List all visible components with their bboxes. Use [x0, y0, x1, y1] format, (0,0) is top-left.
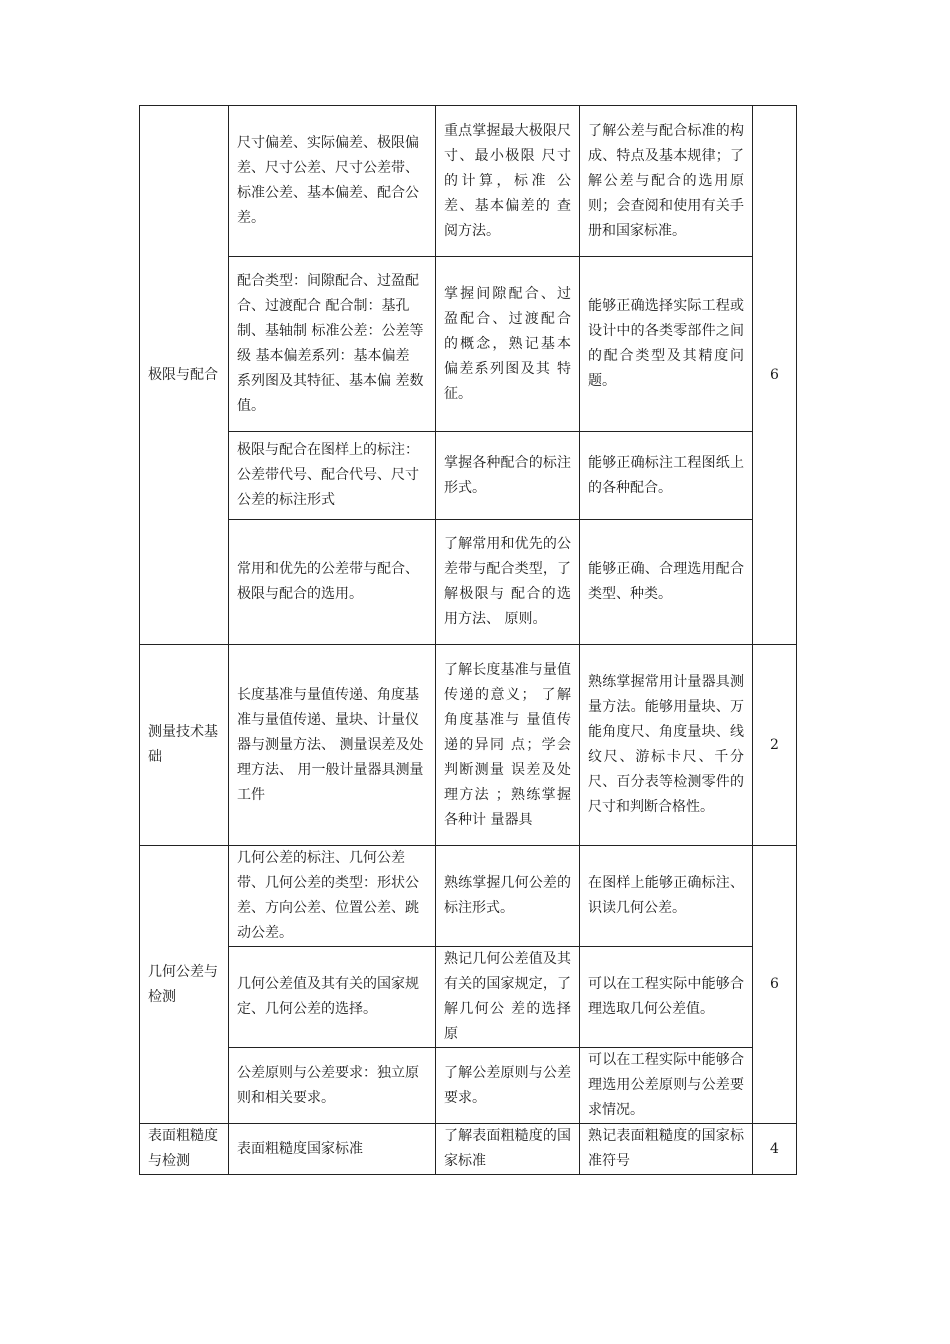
- ability-text: 能够正确、合理选用配合类型、种类。: [588, 561, 744, 602]
- requirement-cell: [436, 1048, 580, 1124]
- content-cell: [229, 106, 436, 257]
- content-cell: [229, 1048, 436, 1124]
- table-row: [140, 432, 797, 520]
- requirement-text: 了解常用和优先的公差带与配合类型，了解极限与 配合的选用方法、 原则。: [444, 536, 571, 627]
- ability-text: 能够正确选择实际工程或设计中的各类零部件之间的配合类型及其精度问题。: [588, 298, 744, 389]
- content-text: 公差原则与公差要求：独立原则和相关要求。: [237, 1064, 419, 1106]
- content-cell: [229, 846, 436, 947]
- requirement-text: 了解表面粗糙度的国家标准: [444, 1128, 571, 1169]
- requirement-cell: [436, 520, 580, 645]
- table-row: [140, 846, 797, 947]
- topic-cell: 测量技术基础: [140, 645, 229, 846]
- table-row: [140, 645, 797, 846]
- content-text: 极限与配合在图样上的标注：公差带代号、配合代号、尺寸公差的标注形式: [237, 442, 419, 508]
- content-cell: [229, 947, 436, 1048]
- topic-cell: 极限与配合: [140, 106, 229, 645]
- requirement-text: 重点掌握最大极限尺寸、最小极限 尺寸的计算，标准 公差、基本偏差的 查阅方法。: [444, 122, 571, 239]
- ability-cell: [580, 645, 753, 846]
- requirement-cell: [436, 846, 580, 947]
- ability-text: 能够正确标注工程图纸上的各种配合。: [588, 454, 744, 496]
- requirement-cell: [436, 432, 580, 520]
- table-row: [140, 257, 797, 432]
- ability-text: 熟记表面粗糙度的国家标准符号: [588, 1128, 744, 1169]
- content-cell: [229, 520, 436, 645]
- content-cell: [229, 257, 436, 432]
- requirement-cell: [436, 1124, 580, 1175]
- content-text: 几何公差的标注、几何公差带、几何公差的类型：形状公差、方向公差、位置公差、跳动公差。: [237, 850, 419, 941]
- requirement-text: 掌握间隙配合、过 盈配合、过渡配合 的概念，熟记基本 偏差系列图及其 特征。: [444, 285, 571, 402]
- requirement-text: 熟练掌握几何公差的标注形式。: [444, 875, 571, 916]
- ability-cell: [580, 257, 753, 432]
- ability-cell: [580, 432, 753, 520]
- hours-cell: 4: [753, 1124, 797, 1175]
- ability-text: 熟练掌握常用计量器具测量方法。能够用量块、万能角度尺、角度量块、线纹尺、游标卡尺、千分尺、百分表等检测零件的尺寸和判断合格性。: [588, 674, 744, 815]
- requirement-text: 了解长度基准与量值传递的意义； 了解角度基准与 量值传递的异同 点；学会判断测量 误差及处理方法 ；熟练掌握各种计 量器具: [444, 661, 571, 828]
- content-cell: [229, 1124, 436, 1175]
- table-row: [140, 947, 797, 1048]
- ability-cell: [580, 520, 753, 645]
- ability-cell: [580, 1124, 753, 1175]
- requirement-text: 了解公差原则与公差要求。: [444, 1064, 571, 1106]
- requirement-cell: [436, 106, 580, 257]
- hours-cell: 6: [753, 106, 797, 645]
- hours-cell: 6: [753, 846, 797, 1124]
- requirement-cell: [436, 645, 580, 846]
- topic-cell: 几何公差与检测: [140, 846, 229, 1124]
- content-text: 常用和优先的公差带与配合、极限与配合的选用。: [237, 561, 419, 602]
- requirement-text: 熟记几何公差值及其有关的国家规定，了解几何公 差的选择原: [444, 951, 571, 1042]
- content-text: 长度基准与量值传递、角度基准与量值传递、量块、计量仪器与测量方法、 测量误差及处理方法、 用一般计量器具测量工件: [237, 686, 424, 803]
- content-text: 表面粗糙度国家标准: [237, 1140, 363, 1157]
- table-row: [140, 520, 797, 645]
- requirement-cell: [436, 257, 580, 432]
- topic-cell: 表面粗糙度与检测: [140, 1124, 229, 1175]
- content-text: 几何公差值及其有关的国家规定、几何公差的选择。: [237, 976, 419, 1017]
- content-cell: [229, 645, 436, 846]
- ability-text: 可以在工程实际中能够合理选用公差原则与公差要求情况。: [588, 1052, 744, 1118]
- content-text: 配合类型：间隙配合、过盈配合、过渡配合 配合制：基孔制、基轴制 标准公差：公差等级 基本偏差系列：基本偏差 系列图及其特征、基本偏 差数值。: [237, 273, 424, 414]
- syllabus-table: [139, 105, 797, 1175]
- requirement-text: 掌握各种配合的标注形式。: [444, 454, 571, 496]
- content-cell: [229, 432, 436, 520]
- ability-cell: [580, 947, 753, 1048]
- ability-text: 了解公差与配合标准的构成、特点及基本规律；了解公差与配合的选用原则；会查阅和使用有关手册和国家标准。: [588, 122, 744, 239]
- requirement-cell: [436, 947, 580, 1048]
- table-row: [140, 1124, 797, 1175]
- ability-text: 在图样上能够正确标注、识读几何公差。: [588, 875, 744, 916]
- hours-cell: 2: [753, 645, 797, 846]
- ability-cell: [580, 1048, 753, 1124]
- table-row: [140, 106, 797, 257]
- ability-text: 可以在工程实际中能够合理选取几何公差值。: [588, 976, 744, 1017]
- content-text: 尺寸偏差、实际偏差、极限偏差、尺寸公差、尺寸公差带、标准公差、基本偏差、配合公差。: [237, 135, 419, 226]
- ability-cell: [580, 106, 753, 257]
- ability-cell: [580, 846, 753, 947]
- table-row: [140, 1048, 797, 1124]
